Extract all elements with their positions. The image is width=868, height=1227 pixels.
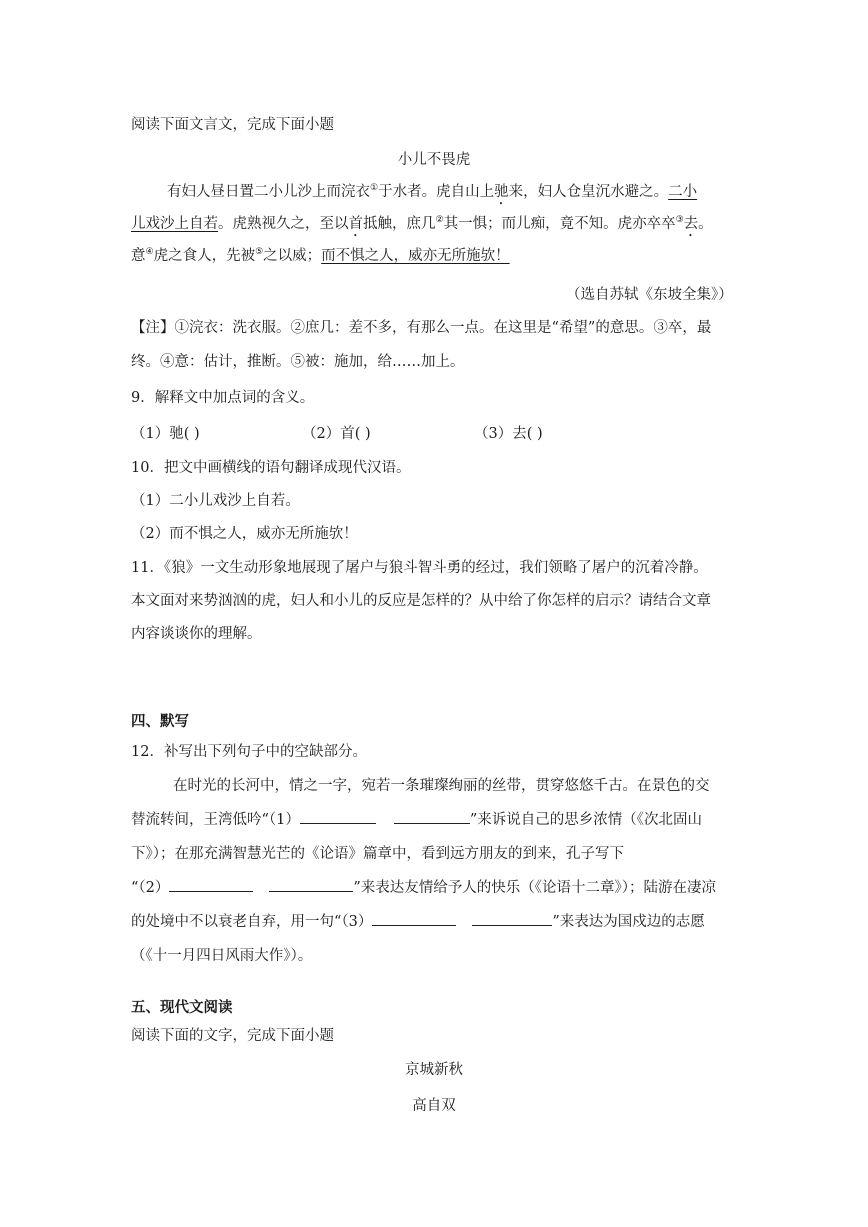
note-mark: ⑤ [255, 247, 264, 258]
blank-3a[interactable] [372, 911, 456, 926]
underlined-sentence: 二小 [668, 184, 698, 200]
q11-line-3: 内容谈谈你的理解。 [131, 626, 262, 642]
q10-stem: 10．把文中画横线的语句翻译成现代汉语。 [131, 460, 411, 476]
blank-1b[interactable] [394, 809, 470, 824]
q12-line-6: （《十一月四日风雨大作》）。 [131, 948, 313, 964]
q9-stem: 9．解释文中加点词的含义。 [131, 390, 315, 406]
section-5-intro: 阅读下面的文字，完成下面小题 [131, 1028, 334, 1044]
q12-line-1: 在时光的长河中，情之一字，宛若一条璀璨绚丽的丝带，贯穿悠悠千古。在景色的交 [173, 778, 710, 794]
passage-line-3: 意④虎之食人，先被⑤之以威；而不惧之人，威亦无所施欤！ [131, 247, 510, 264]
q9-part-3: （3）去( ) [474, 426, 543, 442]
dotted-word-qu: 去 [683, 216, 699, 232]
underlined-sentence: 而不惧之人，威亦无所施欤！ [321, 248, 510, 264]
section-4-heading: 四、默写 [131, 713, 189, 730]
q11-line-2: 本文面对来势汹汹的虎，妇人和小儿的反应是怎样的？从中给了你怎样的启示？请结合文章 [131, 593, 711, 609]
blank-1a[interactable] [300, 809, 376, 824]
q9-part-1: （1）驰( ) [131, 426, 200, 442]
article-title: 京城新秋 [405, 1062, 463, 1078]
passage-source: （选自苏轼《东坡全集》） [566, 287, 733, 303]
q12-line-4: “（2） ”来表达友情给予人的快乐（《论语十二章》）；陆游在凄凉 [131, 876, 716, 897]
blank-2a[interactable] [169, 877, 253, 892]
passage-title: 小儿不畏虎 [397, 152, 471, 168]
q12-stem: 12．补写出下列句子中的空缺部分。 [131, 744, 367, 760]
underlined-sentence: 儿戏沙上自若 [131, 216, 218, 232]
q12-line-2: 替流转间，王湾低吟“（1） ”来诉说自己的思乡浓情（《次北固山 [131, 808, 702, 829]
blank-2b[interactable] [269, 877, 353, 892]
q11-line-1: 11．《狼》一文生动形象地展现了屠户与狼斗智斗勇的经过，我们领略了屠户的沉着冷静。 [131, 560, 708, 576]
dotted-word-shou: 首 [348, 216, 363, 232]
q10-part-2: （2）而不惧之人，威亦无所施欤！ [131, 526, 358, 542]
article-author: 高自双 [412, 1098, 456, 1114]
passage-line-1: 有妇人昼日置二小儿沙上而浣衣①于水者。虎自山上驰来，妇人仓皇沉水避之。二小 [167, 183, 698, 200]
note-mark: ④ [145, 247, 154, 258]
reading-intro: 阅读下面文言文，完成下面小题 [131, 117, 334, 133]
blank-3b[interactable] [472, 911, 552, 926]
q12-line-5: 的处境中不以衰老自弃，用一句“（3） ”来表达为国戍边的志愿 [131, 910, 705, 931]
notes-line-1: 【注】①浣衣：洗衣服。②庶几：差不多，有那么一点。在这里是“希望”的意思。③卒，最 [131, 320, 712, 336]
note-mark: ③ [675, 215, 684, 226]
section-5-heading: 五、现代文阅读 [131, 999, 233, 1016]
dotted-word-chi: 驰 [494, 184, 509, 200]
note-mark: ② [435, 215, 444, 226]
q10-part-1: （1）二小儿戏沙上自若。 [131, 493, 300, 509]
note-mark: ① [370, 183, 379, 194]
q12-line-3: 下》）；在那充满智慧光芒的《论语》篇章中，看到远方朋友的到来，孔子写下 [131, 846, 624, 862]
q9-part-2: （2）首( ) [302, 426, 371, 442]
notes-line-2: 终。④意：估计，推断。⑤被：施加，给……加上。 [131, 354, 465, 370]
passage-line-2: 儿戏沙上自若。虎熟视久之，至以首抵触，庶几②其一惧；而儿痴，竟不知。虎亦卒卒③去。 [131, 215, 713, 232]
